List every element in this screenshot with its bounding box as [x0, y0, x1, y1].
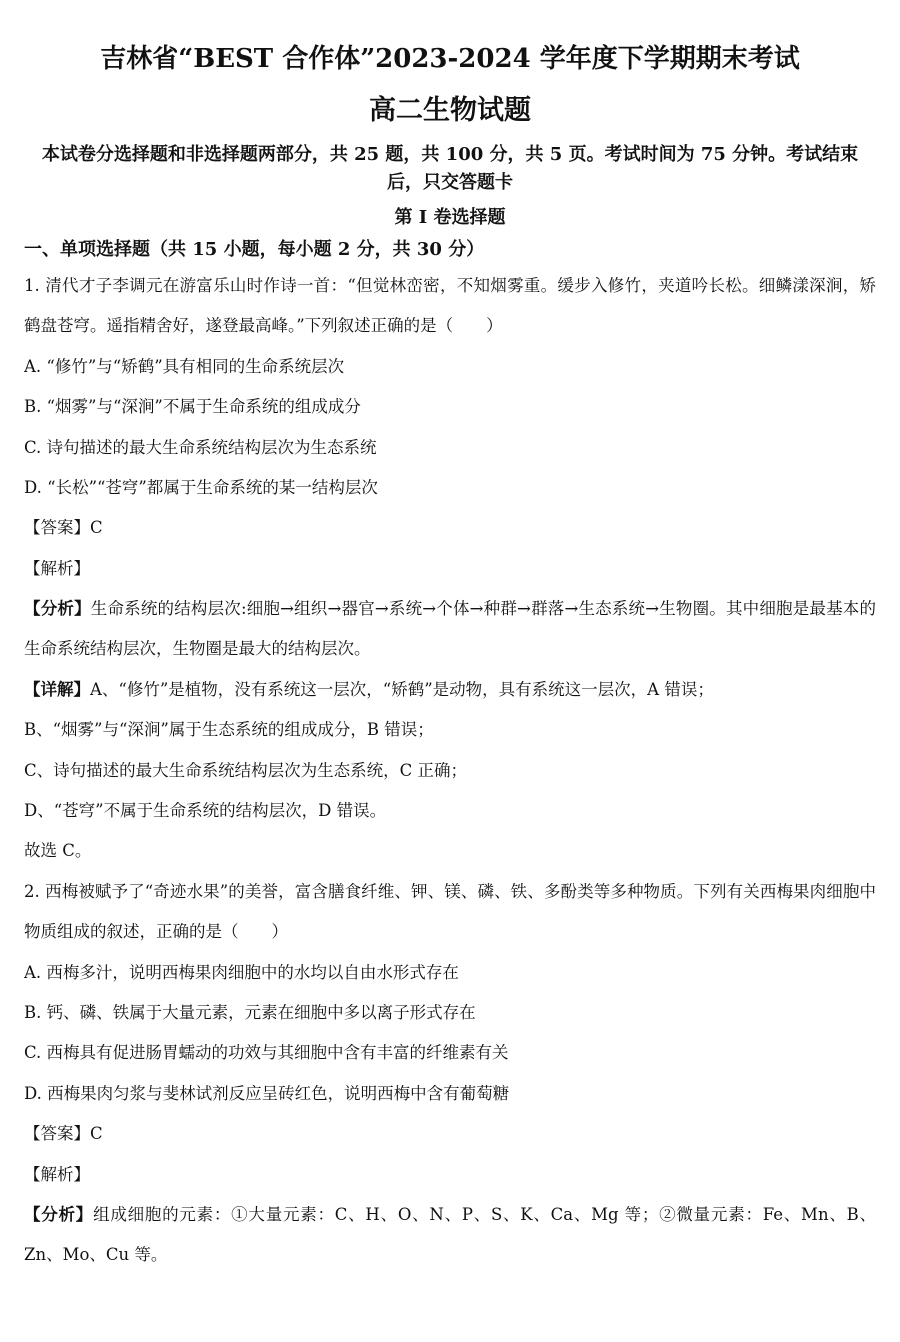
q1-xiangjie-b: B、“烟雾”与“深涧”属于生态系统的组成成分，B 错误；: [24, 720, 434, 739]
q1-option-b: B. “烟雾”与“深涧”不属于生命系统的组成成分: [24, 397, 361, 416]
q1-fenxi-label: 【分析】: [24, 599, 91, 618]
q1-fenxi-text: 生命系统的结构层次:细胞→组织→器官→系统→个体→种群→群落→生态系统→生物圈。其中细胞是最基本的生命系统结构层次，生物圈是最大的结构层次。: [24, 599, 876, 659]
q1-xiangjie-a: [24, 670, 876, 710]
q2-option-c: C. 西梅具有促进肠胃蠕动的功效与其细胞中含有丰富的纤维素有关: [24, 1043, 509, 1062]
section-title: 第 I 卷选择题: [394, 207, 506, 228]
exam-subtitle: 高二生物试题: [369, 95, 531, 126]
exam-title: 吉林省“BEST 合作体”2023-2024 学年度下学期期末考试: [100, 44, 800, 74]
q1-conclusion: 故选 C。: [24, 841, 92, 860]
q2-fenxi-label: 【分析】: [24, 1205, 94, 1224]
q1-fenxi: [24, 589, 876, 670]
q2-answer: [24, 1114, 876, 1154]
exam-intro: 本试卷分选择题和非选择题两部分，共 25 题，共 100 分，共 5 页。考试时间为 75 分钟。考试结束后，只交答题卡: [41, 144, 859, 193]
q1-stem: 1. 清代才子李调元在游富乐山时作诗一首：“但觉林峦密，不知烟雾重。缓步入修竹，夹道吟长松。细鳞漾深涧，矫鹤盘苍穹。遥指精舍好，遂登最高峰。”下列叙述正确的是（ ）: [24, 276, 876, 336]
q2-option-d: D. 西梅果肉匀浆与斐林试剂反应呈砖红色，说明西梅中含有葡萄糖: [24, 1084, 510, 1103]
q2-fenxi-text: 组成细胞的元素：①大量元素：C、H、O、N、P、S、K、Ca、Mg 等；②微量元素：Fe、Mn、B、Zn、Mo、Cu 等。: [24, 1205, 876, 1265]
q2-answer-label: 【答案】: [24, 1124, 90, 1143]
q1-xiangjie-a-text: A、“修竹”是植物，没有系统这一层次，“矫鹤”是动物，具有系统这一层次，A 错误；: [90, 680, 714, 699]
q1-xiangjie-c: C、诗句描述的最大生命系统结构层次为生态系统，C 正确；: [24, 761, 467, 780]
q2-answer-value: C: [90, 1124, 103, 1143]
q1-answer: [24, 508, 876, 548]
q2-stem: 2. 西梅被赋予了“奇迹水果”的美誉，富含膳食纤维、钾、镁、磷、铁、多酚类等多种物质。下列有关西梅果肉细胞中物质组成的叙述，正确的是（ ）: [24, 882, 876, 942]
q1-option-d: D. “长松”“苍穹”都属于生命系统的某一结构层次: [24, 478, 378, 497]
q2-option-b: B. 钙、磷、铁属于大量元素，元素在细胞中多以离子形式存在: [24, 1003, 476, 1022]
q2-option-a: A. 西梅多汁，说明西梅果肉细胞中的水均以自由水形式存在: [24, 963, 459, 982]
q2-fenxi: [24, 1195, 876, 1276]
q1-analysis-label: 【解析】: [24, 559, 90, 578]
part-title: 一、单项选择题（共 15 小题，每小题 2 分，共 30 分）: [24, 239, 485, 260]
q1-xiangjie-label: 【详解】: [24, 680, 90, 699]
q1-answer-label: 【答案】: [24, 518, 90, 537]
q1-xiangjie-d: D、“苍穹”不属于生命系统的结构层次，D 错误。: [24, 801, 387, 820]
q2-analysis-label: 【解析】: [24, 1165, 90, 1184]
q1-option-a: A. “修竹”与“矫鹤”具有相同的生命系统层次: [24, 357, 345, 376]
q1-option-c: C. 诗句描述的最大生命系统结构层次为生态系统: [24, 438, 377, 457]
q1-answer-value: C: [90, 518, 103, 537]
